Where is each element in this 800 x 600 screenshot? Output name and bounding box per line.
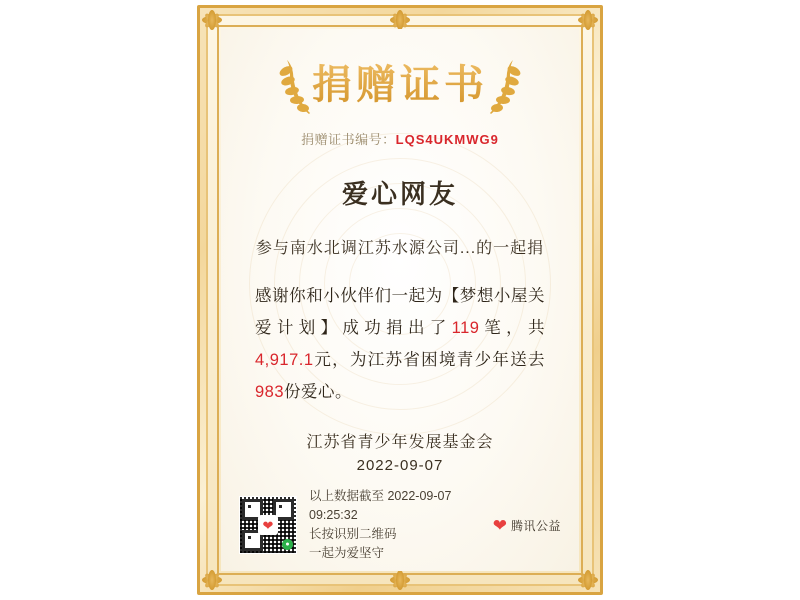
laurel-right-icon (481, 59, 527, 115)
footer-line-1: 以上数据截至 2022-09-07 09:25:32 (309, 489, 452, 522)
body-segment-2: 笔，共 (479, 319, 546, 337)
qr-heart-icon: ❤ (258, 515, 278, 535)
body-segment-1: 感谢你和小伙伴们一起为【梦想小屋关爱计划】成功捐出了 (255, 287, 545, 337)
tencent-charity-label: 腾讯公益 (510, 518, 561, 533)
issue-date: 2022-09-07 (356, 457, 444, 474)
certificate-number-value: LQS4UKMWG9 (395, 132, 499, 147)
certificate-body (255, 280, 545, 408)
donation-certificate (197, 5, 603, 595)
donation-count: 119 (451, 319, 480, 337)
tencent-charity-logo (493, 517, 561, 534)
beneficiary-count: 983 (255, 383, 285, 401)
wechat-badge-icon: ● (282, 539, 293, 550)
certificate-paper (221, 29, 579, 571)
body-segment-4: 份爱心。 (284, 383, 353, 401)
title-row (239, 55, 561, 117)
certificate-number-label: 捐赠证书编号： (301, 132, 396, 147)
footer-text (297, 487, 493, 563)
issuing-organization: 江苏省青少年发展基金会 (306, 434, 494, 451)
footer-line-2: 长按识别二维码 (309, 527, 397, 541)
project-line: 参与南水北调江苏水源公司...的一起捐 (255, 240, 545, 257)
laurel-left-icon (273, 59, 319, 115)
heart-icon: ❤ (492, 515, 507, 535)
certificate-footer (239, 489, 561, 560)
certificate-number (239, 129, 561, 148)
footer-line-3: 一起为爱坚守 (309, 546, 385, 560)
qr-code[interactable] (239, 496, 297, 554)
recipient-name: 爱心网友 (341, 179, 458, 209)
page-title: 捐赠证书 (239, 55, 561, 115)
body-segment-3: 元，为江苏省困境青少年送去 (313, 351, 545, 369)
donation-amount: 4,917.1 (255, 351, 314, 369)
